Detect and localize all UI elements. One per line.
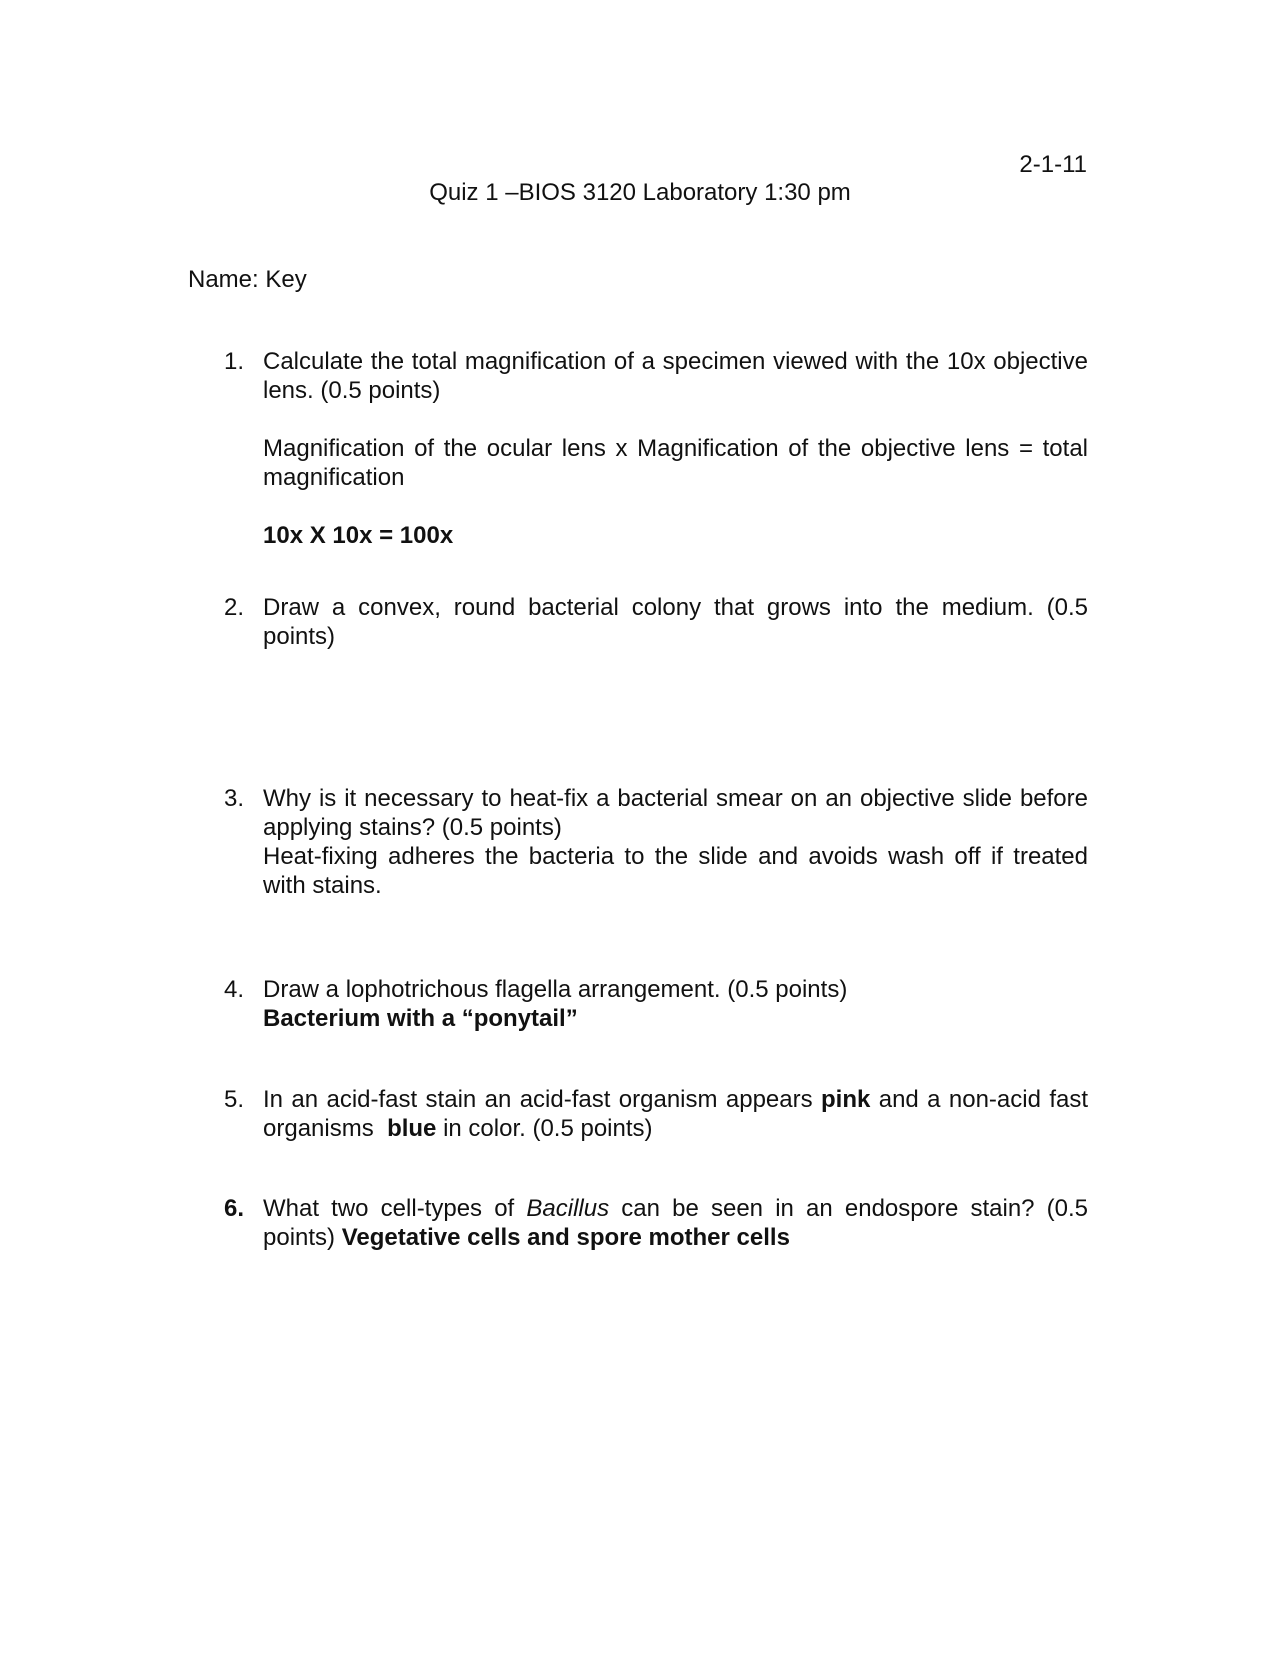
question-4 (224, 975, 1088, 1033)
quiz-date: 2-1-11 (1019, 151, 1087, 178)
student-name-line: Name: Key (188, 266, 307, 293)
question-text-part: and a non-acid fast organisms (263, 1086, 1089, 1142)
question-text (263, 1194, 1088, 1252)
answer-explanation: Magnification of the ocular lens x Magnification of the objective lens = total magnification (263, 435, 1088, 491)
answer-blue: blue (387, 1115, 437, 1142)
question-6 (224, 1194, 1088, 1252)
question-2 (224, 593, 1088, 651)
question-text: Draw a lophotrichous flagella arrangement. (0.5 points) (263, 976, 848, 1003)
question-number: 2. (224, 594, 245, 621)
question-number: 6. (224, 1195, 245, 1222)
question-5 (224, 1085, 1088, 1143)
answer-text: 10x X 10x = 100x (263, 522, 454, 549)
question-text: Calculate the total magnification of a specimen viewed with the 10x objective lens. (0.5 points) (263, 348, 1088, 404)
answer-pink: pink (821, 1086, 871, 1113)
organism-name: Bacillus (526, 1195, 610, 1222)
question-text-part: What two cell-types of (263, 1195, 515, 1222)
question-text-part: in color. (0.5 points) (443, 1115, 653, 1142)
answer-text: Bacterium with a “ponytail” (263, 1005, 578, 1032)
question-text-part: In an acid-fast stain an acid-fast organism appears (263, 1086, 813, 1113)
question-1 (224, 347, 1088, 550)
question-text: Why is it necessary to heat-fix a bacterial smear on an objective slide before applying stains? (0.5 points) (263, 785, 1088, 841)
question-number: 5. (224, 1086, 245, 1113)
question-3 (224, 784, 1088, 900)
question-number: 4. (224, 976, 245, 1003)
question-number: 1. (224, 348, 245, 375)
question-text: Draw a convex, round bacterial colony that grows into the medium. (0.5 points) (263, 594, 1088, 650)
quiz-title: Quiz 1 –BIOS 3120 Laboratory 1:30 pm (429, 179, 851, 206)
answer-text: Heat-fixing adheres the bacteria to the slide and avoids wash off if treated with stains. (263, 843, 1088, 899)
question-text (263, 1085, 1088, 1143)
question-text-part: can be seen in an endospore stain? (0.5 points) (263, 1195, 1089, 1251)
answer-text: Vegetative cells and spore mother cells (341, 1224, 790, 1251)
question-number: 3. (224, 785, 245, 812)
